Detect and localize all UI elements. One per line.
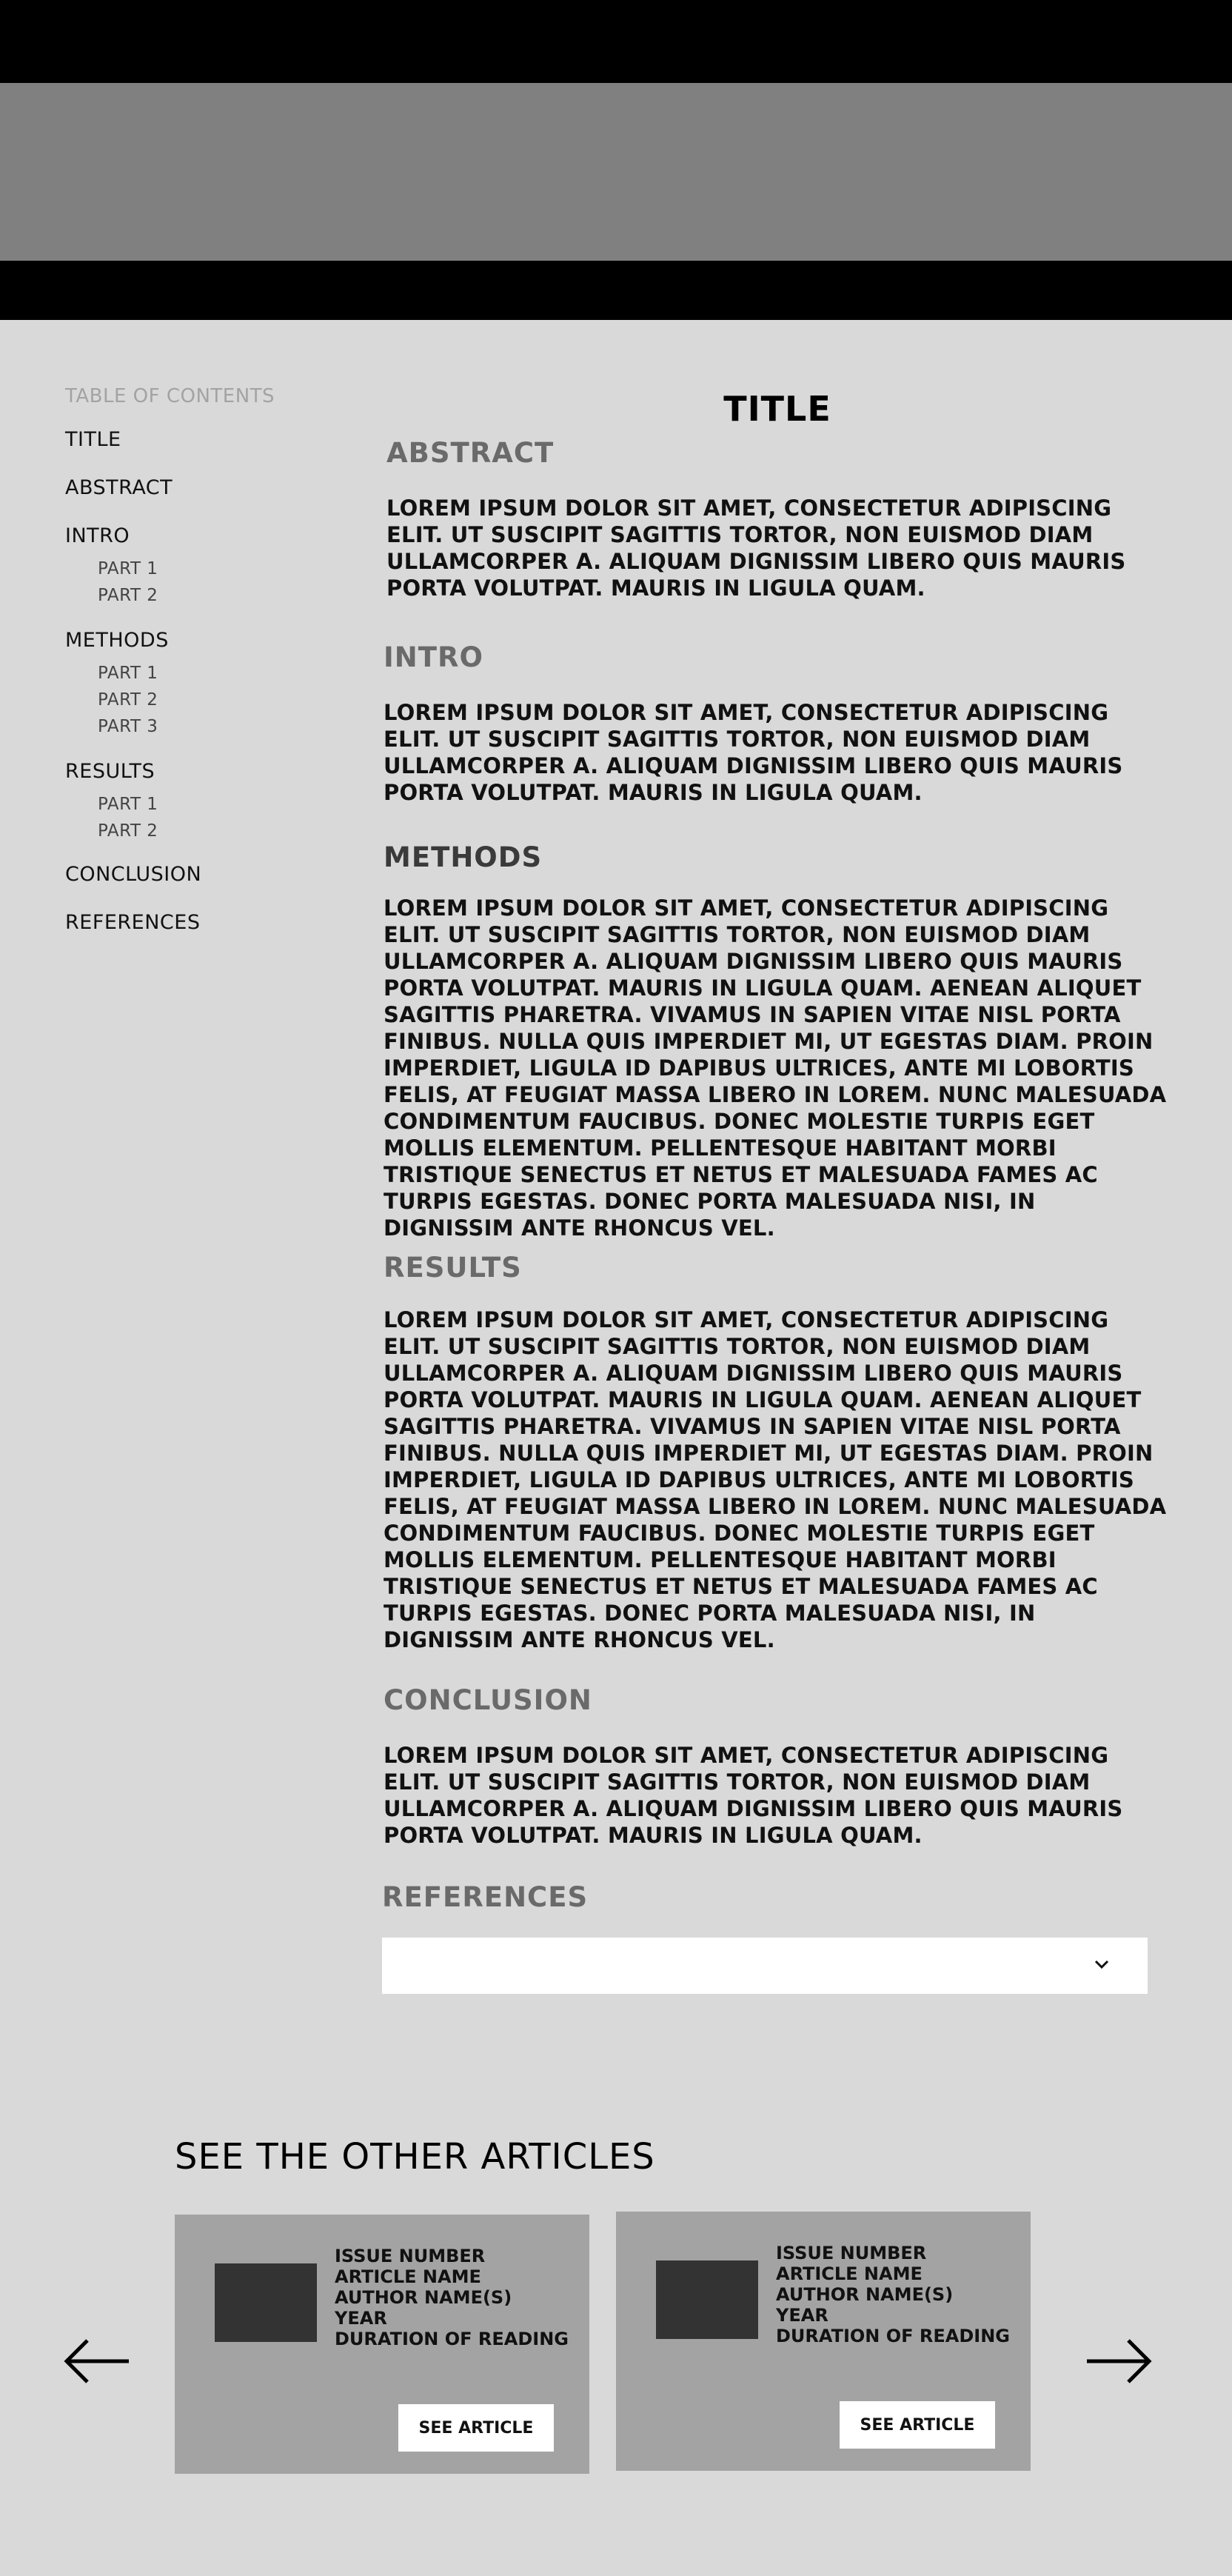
abstract-heading: ABSTRACT <box>386 437 555 469</box>
toc-item-methods[interactable]: METHODS <box>65 629 169 652</box>
article-name: ARTICLE NAME <box>335 2266 481 2287</box>
reading-duration: DURATION OF READING <box>335 2329 569 2349</box>
article-card <box>175 2215 589 2474</box>
intro-heading: INTRO <box>384 641 483 673</box>
arrow-left-icon[interactable] <box>61 2335 132 2388</box>
article-meta <box>335 2246 569 2349</box>
article-thumbnail <box>215 2263 317 2342</box>
article-thumbnail <box>656 2260 758 2339</box>
references-heading: REFERENCES <box>382 1881 589 1913</box>
toc-sub-results-part1[interactable]: PART 1 <box>98 795 158 814</box>
article-year: YEAR <box>335 2308 387 2329</box>
header-bottom-bar <box>0 261 1232 320</box>
intro-text: LOREM IPSUM DOLOR SIT AMET, CONSECTETUR ADIPISCING ELIT. UT SUSCIPIT SAGITTIS TORTOR, NON EUISMOD DIAM ULLAMCORPER A. ALIQUAM DIGNISSIM LIBERO QUIS MAURIS PORTA VOLUTPAT. MAURIS IN LIGULA QUAM. <box>384 700 1123 805</box>
toc-sub-intro-part2[interactable]: PART 2 <box>98 586 158 605</box>
article-name: ARTICLE NAME <box>776 2263 923 2284</box>
results-heading: RESULTS <box>384 1252 522 1284</box>
methods-heading: METHODS <box>384 841 543 873</box>
arrow-right-icon[interactable] <box>1084 2335 1155 2388</box>
toc-item-intro[interactable]: INTRO <box>65 524 130 547</box>
conclusion-heading: CONCLUSION <box>384 1684 592 1716</box>
toc-sub-methods-part3[interactable]: PART 3 <box>98 717 158 736</box>
references-dropdown[interactable] <box>382 1938 1148 1994</box>
top-black-bar <box>0 0 1232 83</box>
table-of-contents <box>65 385 346 934</box>
methods-text: LOREM IPSUM DOLOR SIT AMET, CONSECTETUR ADIPISCING ELIT. UT SUSCIPIT SAGITTIS TORTOR, NON EUISMOD DIAM ULLAMCORPER A. ALIQUAM DIGNISSIM LIBERO QUIS MAURIS PORTA VOLUTPAT. MAURIS IN LIGULA QUAM. AENEAN ALIQUET SAGITTIS PHARETRA. VIVAMUS IN SAPIEN VITAE NISL PORTA FINIBUS. NULLA QUIS IMPERDIET MI, UT EGESTAS DIAM. PROIN IMPERDIET, LIGULA ID DAPIBUS ULTRICES, ANTE MI LOBORTIS FELIS, AT FEUGIAT MASSA LIBERO IN LOREM. NUNC MALESUADA CONDIMENTUM FAUCIBUS. DONEC MOLESTIE TURPIS EGET MOLLIS ELEMENTUM. PELLENTESQUE HABITANT MORBI TRISTIQUE SENECTUS ET NETUS ET MALESUADA FAMES AC TURPIS EGESTAS. DONEC PORTA MALESUADA NISI, IN DIGNISSIM ANTE RHONCUS VEL. <box>384 895 1167 1241</box>
toc-heading: TABLE OF CONTENTS <box>65 385 275 407</box>
toc-item-references[interactable]: REFERENCES <box>65 911 201 934</box>
chevron-down-icon[interactable] <box>1088 1951 1115 1978</box>
abstract-text: LOREM IPSUM DOLOR SIT AMET, CONSECTETUR ADIPISCING ELIT. UT SUSCIPIT SAGITTIS TORTOR, NON EUISMOD DIAM ULLAMCORPER A. ALIQUAM DIGNISSIM LIBERO QUIS MAURIS PORTA VOLUTPAT. MAURIS IN LIGULA QUAM. <box>386 495 1126 601</box>
article-year: YEAR <box>776 2305 828 2326</box>
toc-sub-intro-part1[interactable]: PART 1 <box>98 559 158 578</box>
toc-sub-methods-part1[interactable]: PART 1 <box>98 664 158 683</box>
toc-item-conclusion[interactable]: CONCLUSION <box>65 863 202 886</box>
toc-sub-results-part2[interactable]: PART 2 <box>98 821 158 841</box>
toc-item-abstract[interactable]: ABSTRACT <box>65 476 173 499</box>
issue-number: ISSUE NUMBER <box>335 2246 486 2266</box>
toc-sub-methods-part2[interactable]: PART 2 <box>98 690 158 710</box>
article-card <box>616 2212 1031 2471</box>
see-article-button[interactable]: SEE ARTICLE <box>840 2401 995 2449</box>
conclusion-text: LOREM IPSUM DOLOR SIT AMET, CONSECTETUR ADIPISCING ELIT. UT SUSCIPIT SAGITTIS TORTOR, NON EUISMOD DIAM ULLAMCORPER A. ALIQUAM DIGNISSIM LIBERO QUIS MAURIS PORTA VOLUTPAT. MAURIS IN LIGULA QUAM. <box>384 1743 1123 1848</box>
toc-item-title[interactable]: TITLE <box>65 428 121 451</box>
toc-item-results[interactable]: RESULTS <box>65 760 155 783</box>
issue-number: ISSUE NUMBER <box>776 2243 927 2263</box>
page-title: TITLE <box>723 388 831 429</box>
author-names: AUTHOR NAME(S) <box>335 2287 512 2308</box>
see-article-button[interactable]: SEE ARTICLE <box>398 2404 554 2452</box>
results-text: LOREM IPSUM DOLOR SIT AMET, CONSECTETUR ADIPISCING ELIT. UT SUSCIPIT SAGITTIS TORTOR, NON EUISMOD DIAM ULLAMCORPER A. ALIQUAM DIGNISSIM LIBERO QUIS MAURIS PORTA VOLUTPAT. MAURIS IN LIGULA QUAM. AENEAN ALIQUET SAGITTIS PHARETRA. VIVAMUS IN SAPIEN VITAE NISL PORTA FINIBUS. NULLA QUIS IMPERDIET MI, UT EGESTAS DIAM. PROIN IMPERDIET, LIGULA ID DAPIBUS ULTRICES, ANTE MI LOBORTIS FELIS, AT FEUGIAT MASSA LIBERO IN LOREM. NUNC MALESUADA CONDIMENTUM FAUCIBUS. DONEC MOLESTIE TURPIS EGET MOLLIS ELEMENTUM. PELLENTESQUE HABITANT MORBI TRISTIQUE SENECTUS ET NETUS ET MALESUADA FAMES AC TURPIS EGESTAS. DONEC PORTA MALESUADA NISI, IN DIGNISSIM ANTE RHONCUS VEL. <box>384 1307 1167 1652</box>
article-meta <box>776 2243 1010 2346</box>
author-names: AUTHOR NAME(S) <box>776 2284 954 2305</box>
other-articles-heading: SEE THE OTHER ARTICLES <box>175 2136 655 2178</box>
hero-banner <box>0 83 1232 261</box>
reading-duration: DURATION OF READING <box>776 2326 1010 2346</box>
